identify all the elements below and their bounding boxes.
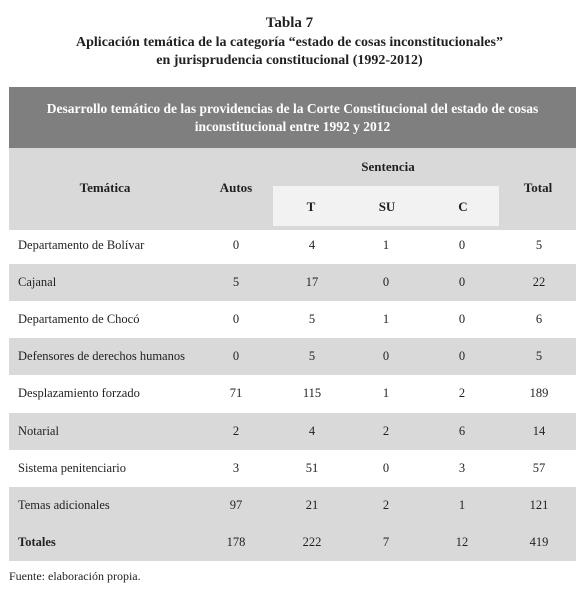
header-sentencia: Sentencia (361, 159, 415, 174)
cell-c: 0 (458, 238, 466, 252)
cell-su: 2 (382, 497, 390, 512)
cell-c: 1 (458, 497, 466, 512)
cell-c: 6 (458, 423, 466, 438)
row-label: Departamento de Chocó (18, 312, 140, 327)
header-tematica: Temática (79, 180, 131, 195)
row-label: Temas adicionales (18, 497, 110, 512)
cell-t: 4 (308, 238, 316, 252)
cell-autos: 178 (226, 534, 246, 549)
row-label: Departamento de Bolívar (18, 238, 145, 252)
cell-t: 222 (302, 534, 322, 549)
cell-su: 0 (382, 460, 390, 475)
row-label: Cajanal (18, 275, 57, 290)
table-banner (9, 87, 576, 148)
cell-total: 121 (529, 497, 549, 512)
cell-total: 6 (535, 312, 543, 327)
header-autos: Autos (219, 180, 253, 195)
cell-total: 189 (529, 386, 549, 401)
cell-autos: 0 (232, 238, 240, 252)
cell-autos: 97 (229, 497, 243, 512)
header-t: T (306, 199, 316, 214)
cell-su: 7 (382, 534, 390, 549)
table-title-continued: en jurisprudencia constitucional (1992-2012) (156, 53, 423, 68)
cell-t: 17 (305, 275, 319, 290)
table-number: Tabla 7 (265, 15, 314, 31)
totals-row (9, 524, 576, 561)
table-row (9, 338, 576, 375)
cell-c: 12 (455, 534, 469, 549)
cell-su: 1 (382, 386, 390, 401)
header-total: Total (523, 180, 553, 195)
cell-c: 3 (458, 460, 466, 475)
cell-c: 0 (458, 312, 466, 327)
cell-total: 5 (535, 238, 543, 252)
cell-t: 115 (302, 386, 322, 401)
table-row (9, 227, 576, 264)
cell-total: 57 (532, 460, 546, 475)
cell-autos: 0 (232, 349, 240, 364)
cell-total: 5 (535, 349, 543, 364)
table-row (9, 487, 576, 524)
cell-t: 21 (305, 497, 319, 512)
table-row (9, 301, 576, 338)
cell-autos: 2 (232, 423, 240, 438)
cell-total: 14 (532, 423, 546, 438)
table-row (9, 375, 576, 412)
cell-t: 5 (308, 349, 316, 364)
row-label: Sistema penitenciario (18, 460, 126, 475)
table-title: Aplicación temática de la categoría “estado de cosas inconstitucionales” (76, 35, 503, 50)
header-c: C (458, 199, 468, 214)
table-row (9, 450, 576, 487)
cell-autos: 3 (232, 460, 240, 475)
cell-total: 419 (529, 534, 549, 549)
cell-su: 1 (382, 238, 390, 252)
header-su: SU (378, 199, 396, 214)
cell-su: 0 (382, 275, 390, 290)
cell-autos: 0 (232, 312, 240, 327)
table-row (9, 413, 576, 450)
cell-su: 0 (382, 349, 390, 364)
row-label: Defensores de derechos humanos (18, 349, 185, 364)
source-note: Fuente: elaboración propia. (9, 569, 141, 583)
cell-t: 51 (305, 460, 319, 475)
cell-t: 4 (308, 423, 316, 438)
row-label: Totales (18, 534, 56, 549)
table-row (9, 264, 576, 301)
cell-autos: 5 (232, 275, 240, 290)
row-label: Desplazamiento forzado (18, 386, 140, 401)
row-label: Notarial (18, 423, 59, 438)
banner-line-1: Desarrollo temático de las providencias de la Corte Constitucional del estado de cosas (46, 101, 539, 116)
cell-t: 5 (308, 312, 316, 327)
cell-c: 2 (458, 386, 466, 401)
cell-autos: 71 (229, 386, 243, 401)
cell-total: 22 (532, 275, 546, 290)
cell-su: 1 (382, 312, 390, 327)
banner-line-2: inconstitucional entre 1992 y 2012 (194, 119, 391, 134)
cell-c: 0 (458, 349, 466, 364)
cell-su: 2 (382, 423, 390, 438)
cell-c: 0 (458, 275, 466, 290)
